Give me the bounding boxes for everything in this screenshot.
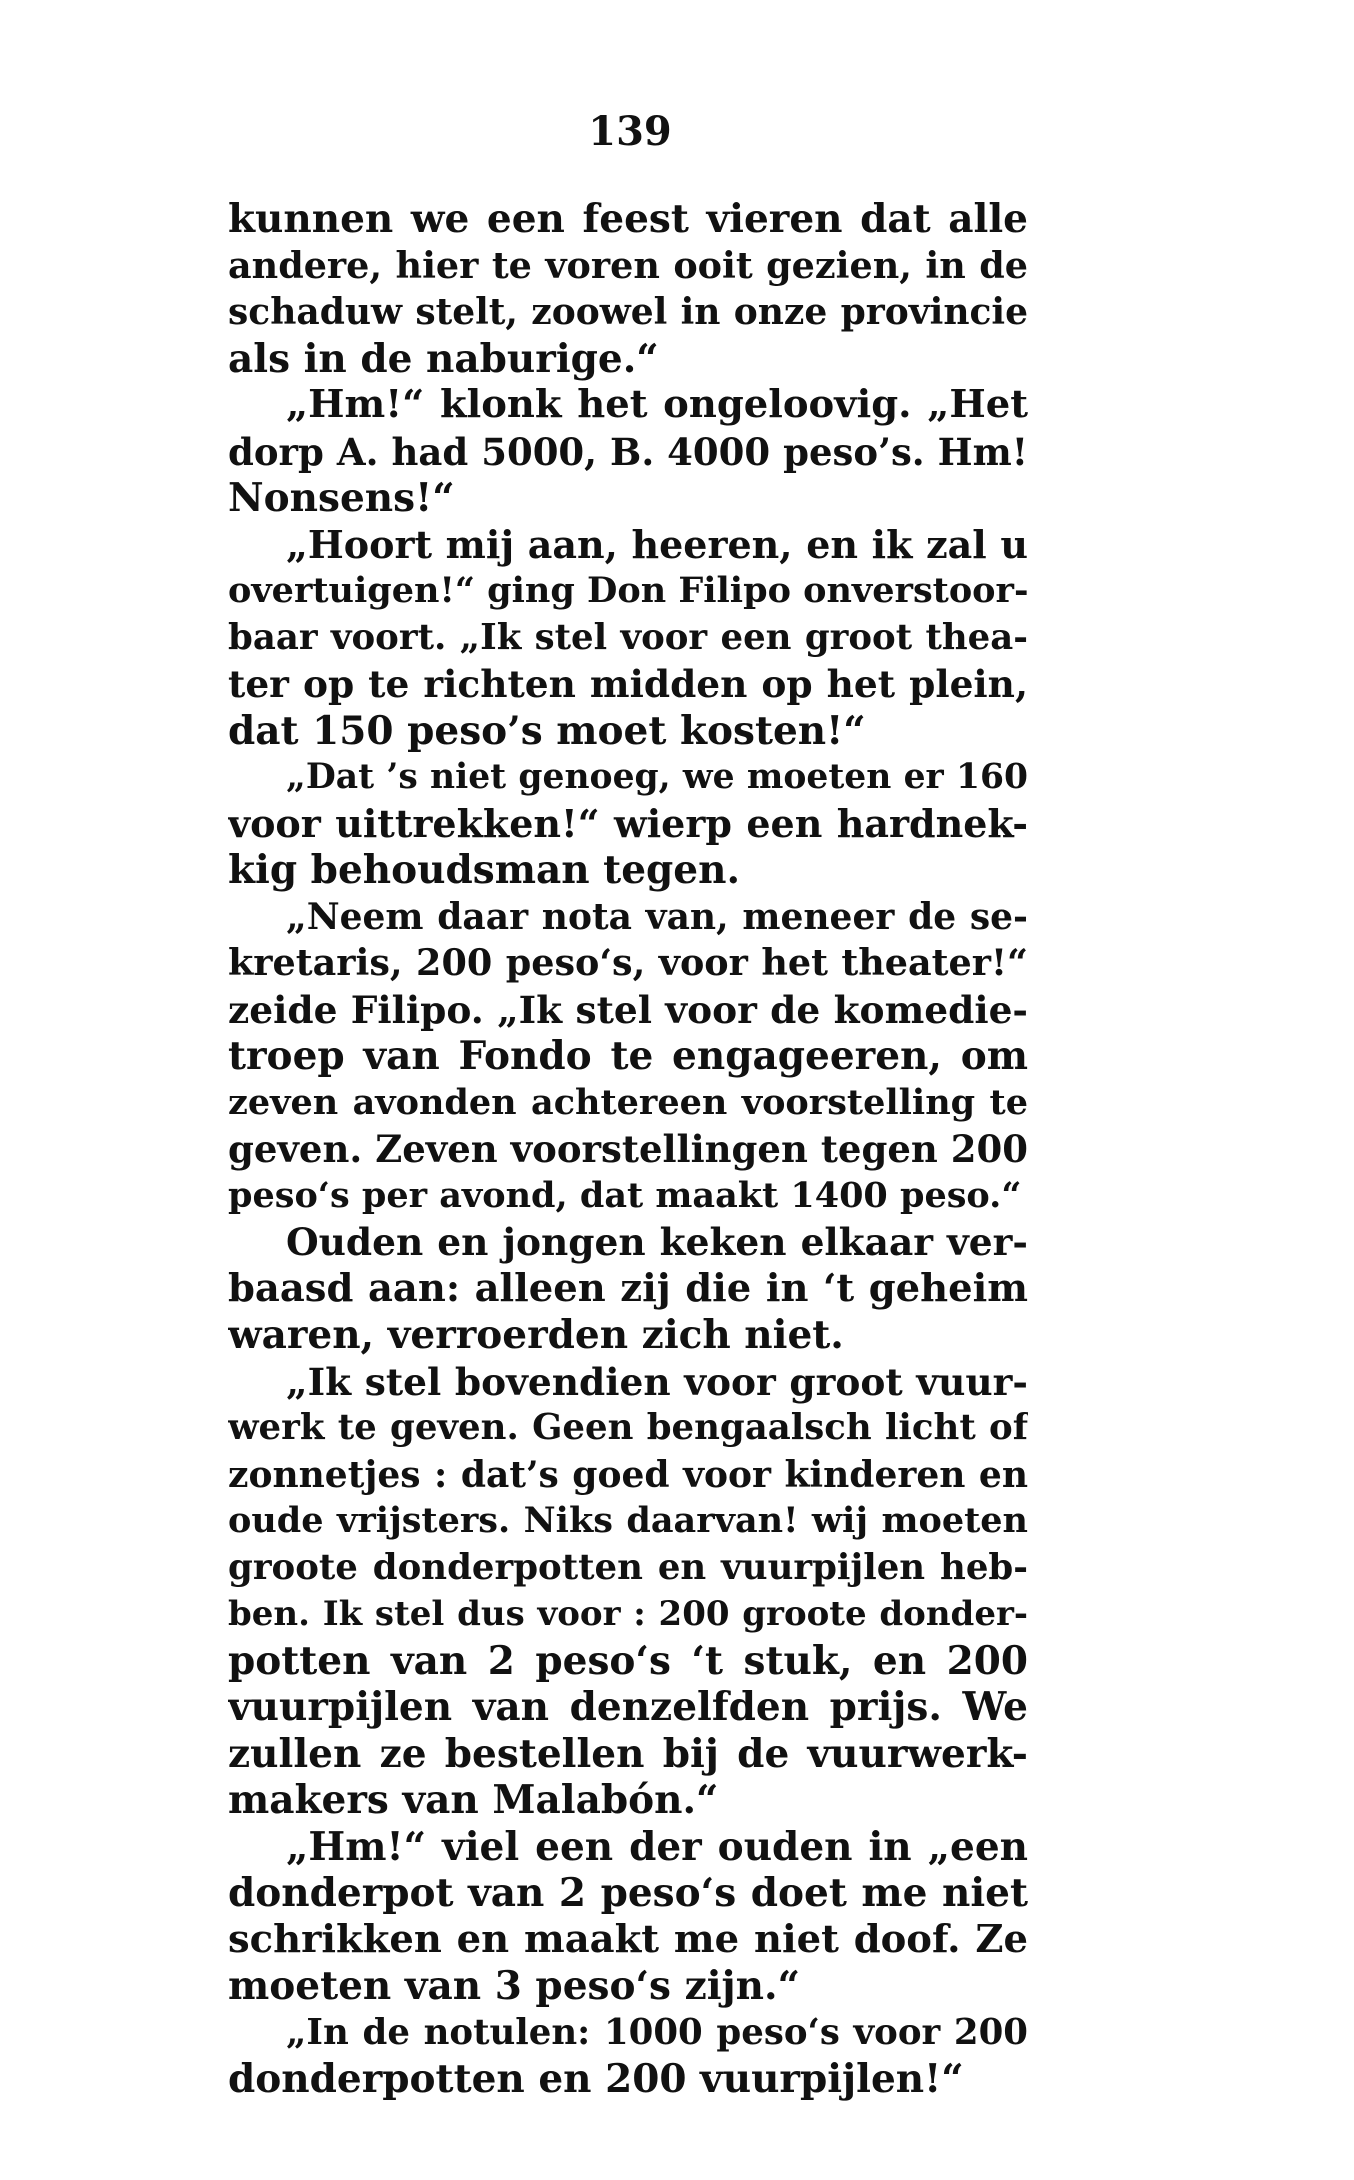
text-line: kretaris, 200 peso‘s, voor het theater!“ (228, 941, 1028, 984)
text-line: „Hm!“ viel een der ouden in „een (286, 1823, 1028, 1870)
text-line: oude vrijsters. Niks daarvan! wij moeten (228, 1500, 1028, 1541)
text-line: zullen ze bestellen bij de vuurwerk- (228, 1730, 1028, 1777)
text-line: potten van 2 peso‘s ‘t stuk, en 200 (228, 1637, 1028, 1684)
text-line: makers van Malabón.“ (228, 1777, 719, 1823)
text-line: waren, verroerden zich niet. (228, 1312, 844, 1358)
text-line: ben. Ik stel dus voor : 200 groote donder- (228, 1594, 1028, 1634)
text-line: moeten van 3 peso‘s zijn.“ (228, 1963, 801, 2009)
page-number: 139 (588, 108, 672, 155)
text-line: overtuigen!“ ging Don Filipo onverstoor- (228, 570, 1028, 611)
text-line: zeven avonden achtereen voorstelling te (228, 1081, 1028, 1123)
text-line: als in de naburige.“ (228, 335, 659, 382)
text-line: „Ik stel bovendien voor groot vuur- (286, 1359, 1028, 1404)
text-line: voor uittrekken!“ wierp een hardnek- (228, 800, 1028, 846)
text-line: groote donderpotten en vuurpijlen heb- (228, 1546, 1028, 1588)
text-line: Nonsens!“ (228, 475, 455, 521)
text-line: zeide Filipo. „Ik stel voor de komedie- (228, 987, 1028, 1032)
text-line: zonnetjes : dat’s goed voor kinderen en (228, 1453, 1028, 1496)
text-line: geven. Zeven voorstellingen tegen 200 (228, 1127, 1028, 1171)
text-line: kig behoudsman tegen. (228, 847, 741, 893)
text-line: Ouden en jongen keken elkaar ver- (286, 1220, 1028, 1264)
text-line: dorp A. had 5000, B. 4000 peso’s. Hm! (228, 429, 1028, 474)
text-line: „Neem daar nota van, meneer de se- (286, 895, 1028, 938)
text-line: baar voort. „Ik stel voor een groot thea- (228, 616, 1028, 658)
text-line: kunnen we een feest vieren dat alle (228, 196, 1028, 242)
text-line: peso‘s per avond, dat maakt 1400 peso.“ (228, 1174, 1022, 1216)
text-line: dat 150 peso’s moet kosten!“ (228, 707, 866, 754)
text-line: „Hm!“ klonk het ongeloovig. „Het (286, 382, 1028, 427)
text-line: ter op te richten midden op het plein, (228, 662, 1028, 706)
text-line: „In de notulen: 1000 peso‘s voor 200 (286, 2011, 1028, 2053)
text-line: schaduw stelt, zoowel in onze provincie (228, 291, 1028, 333)
text-line: donderpot van 2 peso‘s doet me niet (228, 1870, 1028, 1916)
body-text (228, 196, 1028, 2103)
text-line: vuurpijlen van denzelfden prijs. We (228, 1684, 1028, 1730)
text-line: troep van Fondo te engageeren, om (228, 1033, 1028, 1079)
text-line: baasd aan: alleen zij die in ‘t geheim (228, 1265, 1028, 1311)
text-line: werk te geven. Geen bengaalsch licht of (228, 1407, 1028, 1448)
text-line: donderpotten en 200 vuurpijlen!“ (228, 2056, 964, 2102)
text-line: „Hoort mij aan, heeren, en ik zal u (286, 521, 1028, 567)
text-line: schrikken en maakt me niet doof. Ze (228, 1916, 1028, 1962)
text-line: andere, hier te voren ooit gezien, in de (228, 243, 1028, 287)
text-line: „Dat ’s niet genoeg, we moeten er 160 (286, 757, 1028, 797)
